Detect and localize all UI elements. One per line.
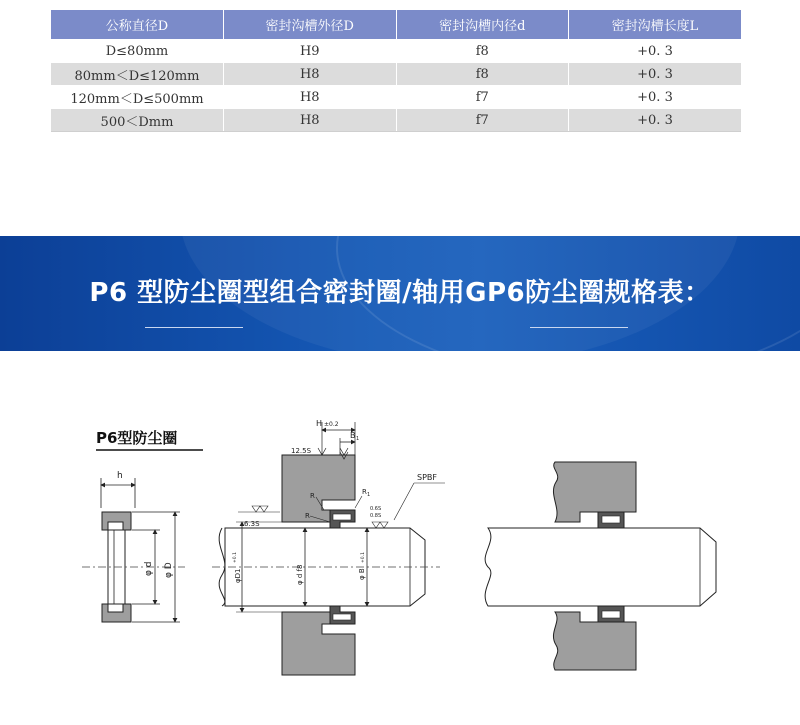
radius-R-lower-label: R: [305, 512, 310, 520]
cell-nominal-diameter: D≤80mm: [51, 40, 224, 63]
groove-assembly-middle: [212, 419, 445, 675]
cell-nominal-diameter: 80mm＜D≤120mm: [51, 63, 224, 86]
roughness-12-5-label: 12.5S: [291, 447, 312, 455]
roughness-6-3-label: 6.3S: [244, 520, 260, 528]
drawing-caption: P6型防尘圈: [96, 429, 178, 447]
cell-inner-tolerance: f8: [396, 40, 569, 63]
cell-inner-tolerance: f7: [396, 86, 569, 109]
cell-inner-tolerance: f8: [396, 63, 569, 86]
header-groove-outer-diameter: 密封沟槽外径D: [224, 10, 397, 40]
spec-table: [51, 10, 741, 132]
dim-phi-d-label: φ d: [144, 561, 154, 576]
banner-title: P6 型防尘圈型组合密封圈/轴用GP6防尘圈规格表：: [89, 278, 711, 308]
dim-phi-D1-tolerance: +0.1: [233, 552, 238, 563]
banner-underline-left: [145, 327, 243, 328]
banner-underline-right: [530, 327, 628, 328]
material-spbf-label: SPBF: [417, 473, 437, 482]
cell-nominal-diameter: 500＜Dmm: [51, 109, 224, 132]
cell-length-tolerance: +0. 3: [569, 86, 742, 109]
table-row: [51, 86, 741, 109]
dim-phi-B-tolerance: +0.1: [361, 552, 366, 563]
dim-B1-subscript: 1: [356, 436, 360, 442]
cell-length-tolerance: +0. 3: [569, 63, 742, 86]
roughness-0-6-label: 0.6S: [370, 506, 382, 512]
installed-view-right: [485, 462, 716, 670]
dim-B1-label: B: [350, 431, 356, 440]
cell-inner-tolerance: f7: [396, 109, 569, 132]
radius-R-label: R: [310, 492, 315, 500]
dim-phi-D-label: φ D: [164, 562, 174, 578]
dim-phi-d-f8-label: φ d f8: [296, 564, 304, 585]
dim-phi-B-label: φ B: [358, 568, 366, 580]
cell-outer-tolerance: H8: [224, 109, 397, 132]
dim-h-label: h: [117, 471, 123, 481]
cell-nominal-diameter: 120mm＜D≤500mm: [51, 86, 224, 109]
table-row: [51, 40, 741, 63]
header-groove-length: 密封沟槽长度L: [569, 10, 742, 40]
radius-R1-subscript: 1: [367, 492, 371, 498]
table-row: [51, 109, 741, 132]
roughness-0-8-label: 0.8S: [370, 513, 382, 519]
seal-technical-drawing: [0, 351, 800, 725]
cell-length-tolerance: +0. 3: [569, 109, 742, 132]
dim-H-label: H: [316, 419, 323, 428]
seal-profile-left: [82, 471, 185, 622]
section-banner: [0, 236, 800, 351]
table-header-row: [51, 10, 741, 40]
dim-phi-D1-label: φD1: [234, 568, 242, 583]
header-nominal-diameter: 公称直径D: [51, 10, 224, 40]
dim-H-tolerance: ±0.2: [324, 421, 339, 428]
header-groove-inner-diameter: 密封沟槽内径d: [396, 10, 569, 40]
cell-outer-tolerance: H8: [224, 86, 397, 109]
cell-outer-tolerance: H8: [224, 63, 397, 86]
cell-length-tolerance: +0. 3: [569, 40, 742, 63]
cell-outer-tolerance: H9: [224, 40, 397, 63]
table-row: [51, 63, 741, 86]
radius-R1-label: R: [362, 488, 367, 496]
